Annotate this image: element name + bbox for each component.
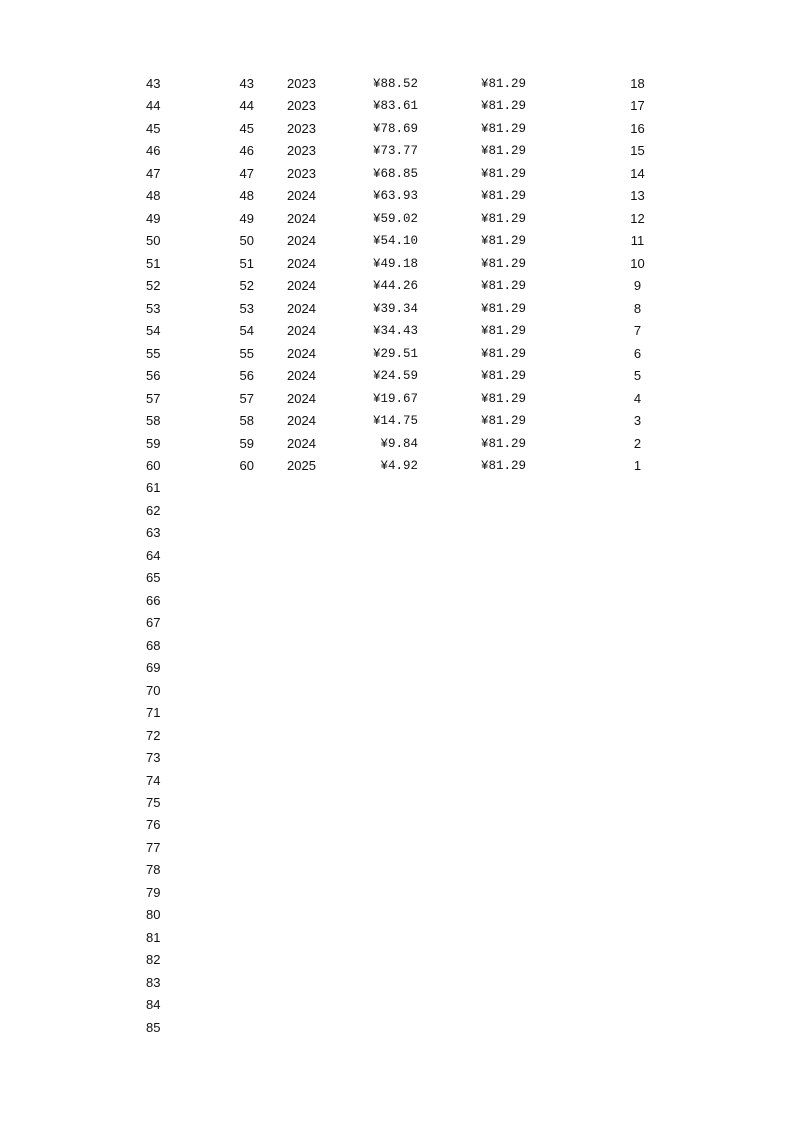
payment-cell: ¥81.29 xyxy=(480,189,526,204)
table-row xyxy=(0,230,794,252)
remaining-cell: 14 xyxy=(630,165,645,181)
row-number: 54 xyxy=(146,323,161,339)
year-cell: 2024 xyxy=(287,435,316,451)
year-cell: 2023 xyxy=(287,98,316,114)
table-row xyxy=(0,702,794,724)
year-cell: 2024 xyxy=(287,300,316,316)
remaining-cell: 8 xyxy=(633,300,642,316)
year-cell: 2025 xyxy=(287,457,316,473)
table-row xyxy=(0,927,794,949)
payment-cell: ¥81.29 xyxy=(480,436,526,451)
table-row xyxy=(0,500,794,522)
table-row xyxy=(0,455,794,477)
index-cell: 50 xyxy=(239,233,254,249)
table-row xyxy=(0,747,794,769)
remaining-cell: 13 xyxy=(630,188,645,204)
row-number: 76 xyxy=(146,817,161,833)
row-number: 48 xyxy=(146,188,161,204)
index-cell: 56 xyxy=(239,368,254,384)
row-number: 81 xyxy=(146,929,161,945)
payment-cell: ¥81.29 xyxy=(480,77,526,91)
year-cell: 2024 xyxy=(287,188,316,204)
row-number: 71 xyxy=(146,705,161,721)
payment-cell: ¥81.29 xyxy=(480,414,526,429)
index-cell: 44 xyxy=(239,98,254,114)
year-cell: 2024 xyxy=(287,368,316,384)
row-number: 68 xyxy=(146,637,161,653)
table-row xyxy=(0,388,794,410)
table-row xyxy=(0,73,794,95)
row-number: 57 xyxy=(146,390,161,406)
payment-cell: ¥81.29 xyxy=(480,144,526,159)
year-cell: 2023 xyxy=(287,165,316,181)
row-number: 66 xyxy=(146,592,161,608)
row-number: 56 xyxy=(146,368,161,384)
payment-cell: ¥81.29 xyxy=(480,301,526,316)
table-row xyxy=(0,545,794,567)
index-cell: 60 xyxy=(239,457,254,473)
table-row xyxy=(0,949,794,971)
table-row xyxy=(0,792,794,814)
amount-cell: ¥49.18 xyxy=(372,256,418,271)
remaining-cell: 7 xyxy=(633,323,642,339)
year-cell: 2023 xyxy=(287,76,316,91)
row-number: 75 xyxy=(146,795,161,810)
row-number: 77 xyxy=(146,839,161,855)
row-number: 78 xyxy=(146,862,161,878)
index-cell: 51 xyxy=(239,255,254,271)
index-cell: 58 xyxy=(239,413,254,429)
index-cell: 52 xyxy=(239,278,254,294)
payment-cell: ¥81.29 xyxy=(480,99,526,114)
row-number: 59 xyxy=(146,435,161,451)
row-number: 49 xyxy=(146,210,161,226)
table-row xyxy=(0,185,794,207)
remaining-cell: 1 xyxy=(633,457,642,473)
table-row xyxy=(0,904,794,926)
table-row xyxy=(0,680,794,702)
remaining-cell: 15 xyxy=(630,143,645,159)
table-row xyxy=(0,590,794,612)
table-row xyxy=(0,275,794,297)
row-number: 80 xyxy=(146,907,161,923)
amount-cell: ¥19.67 xyxy=(372,391,418,406)
amount-cell: ¥83.61 xyxy=(372,99,418,114)
payment-cell: ¥81.29 xyxy=(480,121,526,136)
index-cell: 59 xyxy=(239,435,254,451)
table-row xyxy=(0,882,794,904)
table-row xyxy=(0,725,794,747)
payment-cell: ¥81.29 xyxy=(480,234,526,249)
table-row xyxy=(0,253,794,275)
table-row xyxy=(0,433,794,455)
amount-cell: ¥88.52 xyxy=(372,77,418,91)
table-row xyxy=(0,163,794,185)
amount-cell: ¥4.92 xyxy=(380,458,418,473)
amount-cell: ¥63.93 xyxy=(372,189,418,204)
table-row xyxy=(0,522,794,544)
year-cell: 2023 xyxy=(287,143,316,159)
row-number: 44 xyxy=(146,98,161,114)
payment-cell: ¥81.29 xyxy=(480,211,526,226)
table-row xyxy=(0,837,794,859)
amount-cell: ¥68.85 xyxy=(372,166,418,181)
year-cell: 2024 xyxy=(287,210,316,226)
row-number: 61 xyxy=(146,480,161,496)
year-cell: 2024 xyxy=(287,323,316,339)
remaining-cell: 10 xyxy=(630,255,645,271)
amount-cell: ¥44.26 xyxy=(372,279,418,294)
table-row xyxy=(0,567,794,589)
amount-cell: ¥73.77 xyxy=(372,144,418,159)
index-cell: 43 xyxy=(239,76,254,91)
payment-cell: ¥81.29 xyxy=(480,369,526,384)
row-number: 70 xyxy=(146,682,161,698)
row-number: 55 xyxy=(146,345,161,361)
index-cell: 54 xyxy=(239,323,254,339)
remaining-cell: 11 xyxy=(630,233,645,249)
row-number: 46 xyxy=(146,143,161,159)
amount-cell: ¥29.51 xyxy=(372,346,418,361)
row-number: 82 xyxy=(146,952,161,968)
index-cell: 45 xyxy=(239,120,254,136)
payment-cell: ¥81.29 xyxy=(480,458,526,473)
amount-cell: ¥39.34 xyxy=(372,301,418,316)
amount-cell: ¥9.84 xyxy=(380,436,418,451)
year-cell: 2024 xyxy=(287,255,316,271)
remaining-cell: 9 xyxy=(633,278,642,294)
remaining-cell: 5 xyxy=(633,368,642,384)
payment-cell: ¥81.29 xyxy=(480,391,526,406)
row-number: 65 xyxy=(146,570,161,586)
row-number: 52 xyxy=(146,278,161,294)
amount-cell: ¥59.02 xyxy=(372,211,418,226)
row-number: 83 xyxy=(146,974,161,990)
remaining-cell: 6 xyxy=(633,345,642,361)
payment-cell: ¥81.29 xyxy=(480,166,526,181)
table-row xyxy=(0,972,794,994)
row-number: 63 xyxy=(146,525,161,541)
row-number: 51 xyxy=(146,255,161,271)
index-cell: 49 xyxy=(239,210,254,226)
remaining-cell: 4 xyxy=(633,390,642,406)
payment-cell: ¥81.29 xyxy=(480,256,526,271)
remaining-cell: 16 xyxy=(630,120,645,136)
table-row xyxy=(0,612,794,634)
row-number: 53 xyxy=(146,300,161,316)
row-number: 45 xyxy=(146,120,161,136)
row-number: 47 xyxy=(146,165,161,181)
index-cell: 55 xyxy=(239,345,254,361)
table-row xyxy=(0,118,794,140)
payment-cell: ¥81.29 xyxy=(480,324,526,339)
table-row xyxy=(0,140,794,162)
table-row xyxy=(0,1017,794,1039)
payment-cell: ¥81.29 xyxy=(480,279,526,294)
year-cell: 2024 xyxy=(287,345,316,361)
row-number: 64 xyxy=(146,547,161,563)
row-number: 72 xyxy=(146,727,161,743)
table-row xyxy=(0,994,794,1016)
row-number: 60 xyxy=(146,457,161,473)
table-row xyxy=(0,635,794,657)
spreadsheet-page xyxy=(0,73,794,1039)
remaining-cell: 2 xyxy=(633,435,642,451)
remaining-cell: 17 xyxy=(630,98,645,114)
table-row xyxy=(0,208,794,230)
index-cell: 47 xyxy=(239,165,254,181)
table-row xyxy=(0,410,794,432)
year-cell: 2024 xyxy=(287,278,316,294)
row-number: 43 xyxy=(146,76,161,91)
row-number: 85 xyxy=(146,1019,161,1035)
index-cell: 46 xyxy=(239,143,254,159)
table-row xyxy=(0,365,794,387)
row-number: 58 xyxy=(146,413,161,429)
index-cell: 48 xyxy=(239,188,254,204)
remaining-cell: 12 xyxy=(630,210,645,226)
year-cell: 2024 xyxy=(287,233,316,249)
row-number: 50 xyxy=(146,233,161,249)
table-row xyxy=(0,298,794,320)
payment-cell: ¥81.29 xyxy=(480,346,526,361)
table-row xyxy=(0,343,794,365)
year-cell: 2024 xyxy=(287,413,316,429)
table-row xyxy=(0,95,794,117)
amount-cell: ¥14.75 xyxy=(372,414,418,429)
remaining-cell: 3 xyxy=(633,413,642,429)
row-number: 67 xyxy=(146,615,161,631)
table-row xyxy=(0,657,794,679)
table-row xyxy=(0,859,794,881)
row-number: 62 xyxy=(146,502,161,518)
amount-cell: ¥78.69 xyxy=(372,121,418,136)
year-cell: 2024 xyxy=(287,390,316,406)
table-row xyxy=(0,477,794,499)
row-number: 84 xyxy=(146,997,161,1013)
row-number: 79 xyxy=(146,884,161,900)
amount-cell: ¥24.59 xyxy=(372,369,418,384)
row-number: 69 xyxy=(146,660,161,676)
index-cell: 57 xyxy=(239,390,254,406)
table-row xyxy=(0,814,794,836)
amount-cell: ¥54.10 xyxy=(372,234,418,249)
year-cell: 2023 xyxy=(287,120,316,136)
table-row xyxy=(0,770,794,792)
row-number: 73 xyxy=(146,750,161,766)
remaining-cell: 18 xyxy=(630,76,645,91)
amount-cell: ¥34.43 xyxy=(372,324,418,339)
index-cell: 53 xyxy=(239,300,254,316)
table-row xyxy=(0,320,794,342)
row-number: 74 xyxy=(146,772,161,788)
